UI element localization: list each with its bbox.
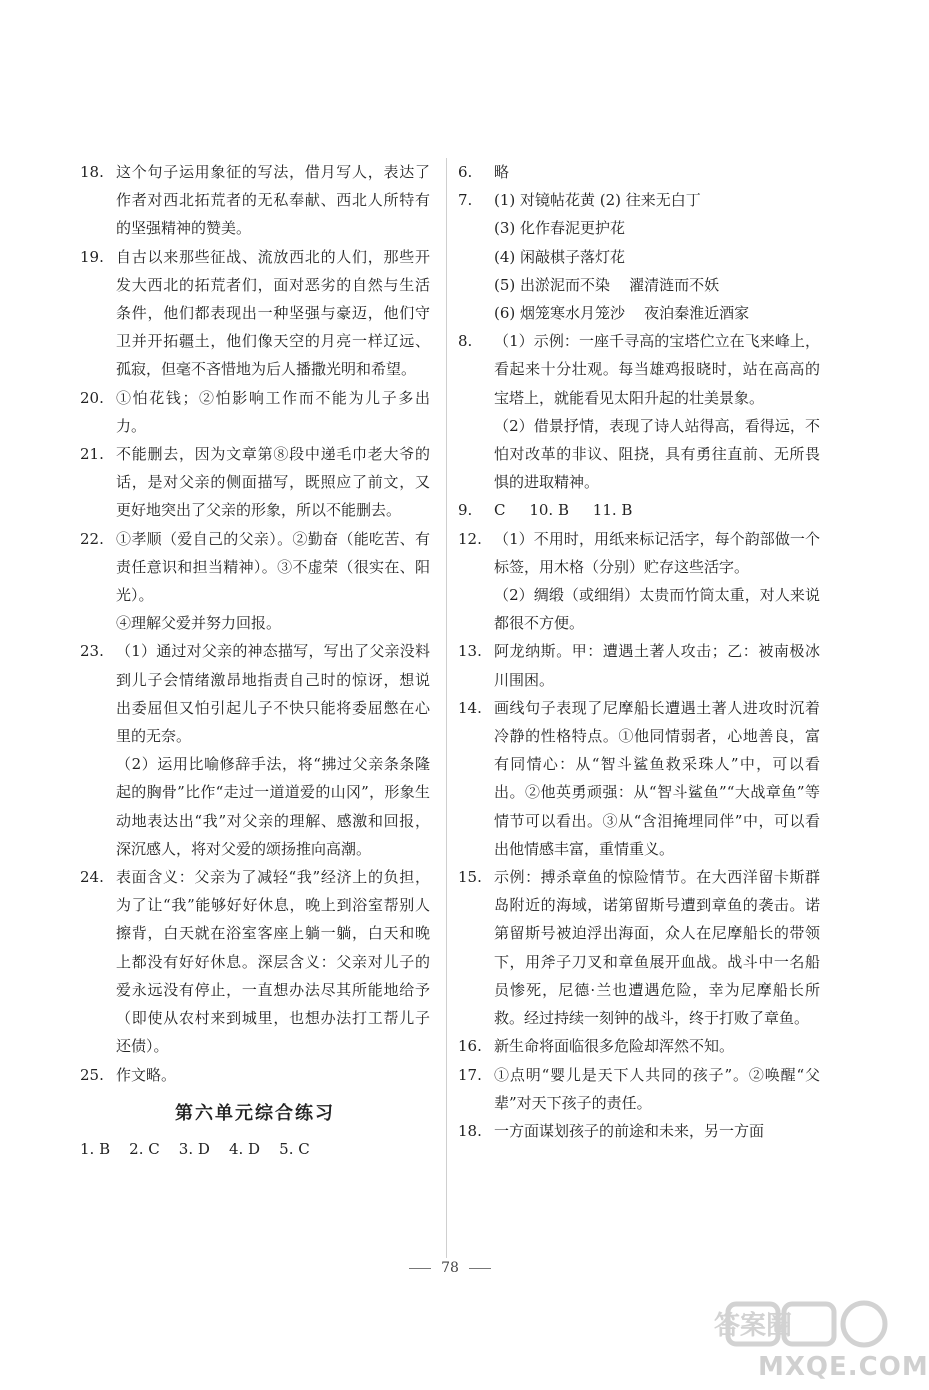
answer-number: 13. [458, 642, 482, 661]
section-title: 第六单元综合练习 [175, 1102, 335, 1124]
answer-text: C 10. B 11. B [494, 501, 633, 520]
answer-text: 这个句子运用象征的写法，借月写人，表达了作者对西北拓荒者的无私奉献、西北人所特有的坚强精神的赞美。 [116, 163, 430, 238]
answer-number: 19. [80, 247, 104, 266]
answer-item [458, 637, 820, 693]
answer-item [458, 496, 820, 524]
answer-number: 6. [458, 163, 473, 181]
left-column [80, 158, 430, 1163]
watermark [713, 1300, 929, 1386]
answer-subline: (3) 化作春泥更护花 [494, 219, 626, 238]
answer-text: 表面含义：父亲为了减轻“我”经济上的负担，为了让“我”能够好好休息，晚上到浴室帮别人擦背，白天就在浴室客座上躺一躺，白天和晚上都没有好好休息。深层含义：父亲对儿子的爱永远没有停止，一直想办法尽其所能地给予（即使从农村来到城里，也想办法打工帮儿子还债）。 [116, 868, 430, 1056]
left-items [80, 158, 430, 1089]
answer-item [458, 863, 820, 1032]
answer-text: 示例：搏杀章鱼的惊险情节。在大西洋留卡斯群岛附近的海域，诺第留斯号遭到章鱼的袭击。诺第留斯号被迫浮出海面，众人在尼摩船长的带领下，用斧子刀叉和章鱼展开血战。战斗中一名船员惨死，尼德·兰也遭遇危险，幸为尼摩船长所救。经过持续一刻钟的战斗，终于打败了章鱼。 [494, 868, 820, 1028]
answer-text: 自古以来那些征战、流放西北的人们，那些开发大西北的拓荒者们，面对恶劣的自然与生活条件，他们都表现出一种坚强与豪迈，他们守卫并开拓疆土，他们像天空的月亮一样辽远、孤寂，但毫不吝惜地为后人播撒光明和希望。 [116, 247, 430, 379]
right-items [458, 158, 820, 1145]
answer-number: 21. [80, 445, 104, 464]
answer-subpart: ④理解父爱并努力回报。 [116, 614, 282, 633]
watermark-logo-text: 答案圈 [713, 1311, 793, 1341]
answer-text: 不能删去，因为文章第⑧段中递毛巾老大爷的话，是对父亲的侧面描写，既照应了前文，又更好地突出了父亲的形象，所以不能删去。 [116, 445, 430, 520]
column-divider [446, 158, 447, 1258]
answer-number: 9. [458, 501, 473, 520]
answer-item [458, 1032, 820, 1060]
answer-text: （1）不用时，用纸来标记活字，每个韵部做一个标签，用木格（分别）贮存这些活字。 [494, 529, 820, 576]
answer-number: 14. [458, 698, 482, 717]
footer-dash-right [469, 1268, 491, 1269]
answer-item [458, 694, 820, 863]
answer-item [80, 637, 430, 750]
answer-text: (1) 对镜帖花黄 (2) 往来无白丁 [494, 191, 701, 210]
answer-text: 新生命将面临很多危险却浑然不知。 [494, 1037, 735, 1056]
watermark-logo-icon [713, 1300, 896, 1348]
answer-text: 略 [494, 163, 510, 181]
right-column [458, 158, 820, 1145]
answer-text: （1）示例：一座千寻高的宝塔伫立在飞来峰上，看起来十分壮观。每当雄鸡报晓时，站在高高的宝塔上，就能看见太阳升起的壮美景象。 [494, 332, 820, 407]
answer-number: 18. [80, 163, 104, 181]
answer-number: 17. [458, 1065, 482, 1084]
answer-text: 作文略。 [116, 1065, 177, 1084]
answer-number: 22. [80, 529, 104, 548]
answer-item [458, 525, 820, 581]
watermark-text: MXQE.COM [758, 1352, 929, 1382]
answer-number: 23. [80, 642, 104, 661]
answer-subpart: （2）绸缎（或细绢）太贵而竹筒太重，对人来说都很不方便。 [494, 586, 820, 633]
answer-text: 一方面谋划孩子的前途和未来，另一方面 [494, 1121, 765, 1140]
answer-number: 12. [458, 529, 482, 548]
answer-text: ①孝顺（爱自己的父亲）。②勤奋（能吃苦、有责任意识和担当精神）。③不虚荣（很实在、阳光）。 [116, 529, 430, 605]
answer-number: 7. [458, 191, 473, 210]
answer-subline: (5) 出淤泥而不染 濯清涟而不妖 [494, 275, 720, 294]
answer-text: （1）通过对父亲的神态描写，写出了父亲没料到儿子会情绪激昂地指责自己时的惊讶，想说出委屈但又怕引起儿子不快只能将委屈憋在心里的无奈。 [116, 642, 430, 746]
answer-text: 阿龙纳斯。甲：遭遇土著人攻击；乙：被南极冰川围困。 [494, 642, 820, 689]
answer-item [80, 1061, 430, 1089]
answer-number: 15. [458, 868, 482, 887]
answer-number: 8. [458, 332, 473, 351]
answer-number: 18. [458, 1121, 482, 1140]
answer-item [458, 1117, 820, 1145]
answer-text: 画线句子表现了尼摩船长遭遇土著人进攻时沉着冷静的性格特点。①他同情弱者，心地善良，富有同情心：从“智斗鲨鱼救采珠人”中，可以看出。②他英勇顽强：从“智斗鲨鱼”“大战章鱼”等情节可以看出。③从“含泪掩埋同伴”中，可以看出他情感丰富，重情重义。 [494, 698, 820, 858]
answer-subpart: （2）运用比喻修辞手法，将“拂过父亲条条隆起的胸骨”比作“走过一道道爱的山冈”，形象生动地表达出“我”对父亲的理解、感激和回报，深沉感人，将对父爱的颂扬推向高潮。 [116, 755, 430, 858]
answer-item [80, 243, 430, 384]
answer-item [458, 1061, 820, 1117]
answer-item [80, 440, 430, 525]
answer-item [458, 327, 820, 412]
answer-item [80, 384, 430, 440]
answer-item [458, 158, 820, 186]
answer-number: 20. [80, 388, 104, 407]
answers-row: 1. B 2. C 3. D 4. D 5. C [80, 1139, 310, 1158]
answer-item [80, 158, 430, 243]
footer-dash-left [409, 1268, 431, 1269]
answer-item [80, 525, 430, 610]
answer-item [80, 863, 430, 1060]
answer-number: 25. [80, 1065, 104, 1084]
answer-subpart: （2）借景抒情，表现了诗人站得高，看得远，不怕对改革的非议、阻挠，具有勇往直前、无所畏惧的进取精神。 [494, 416, 820, 492]
page-footer [0, 1260, 900, 1276]
answer-text: ①怕花钱；②怕影响工作而不能为儿子多出力。 [116, 388, 430, 435]
answer-item [458, 186, 820, 214]
answer-text: ①点明“婴儿是天下人共同的孩子”。②唤醒“父辈”对天下孩子的责任。 [494, 1065, 820, 1112]
answer-number: 24. [80, 868, 104, 887]
page-number: 78 [441, 1260, 459, 1276]
answer-number: 16. [458, 1037, 482, 1056]
answer-subline: (4) 闲敲棋子落灯花 [494, 247, 626, 266]
answer-subline: (6) 烟笼寒水月笼沙 夜泊秦淮近酒家 [494, 304, 750, 323]
